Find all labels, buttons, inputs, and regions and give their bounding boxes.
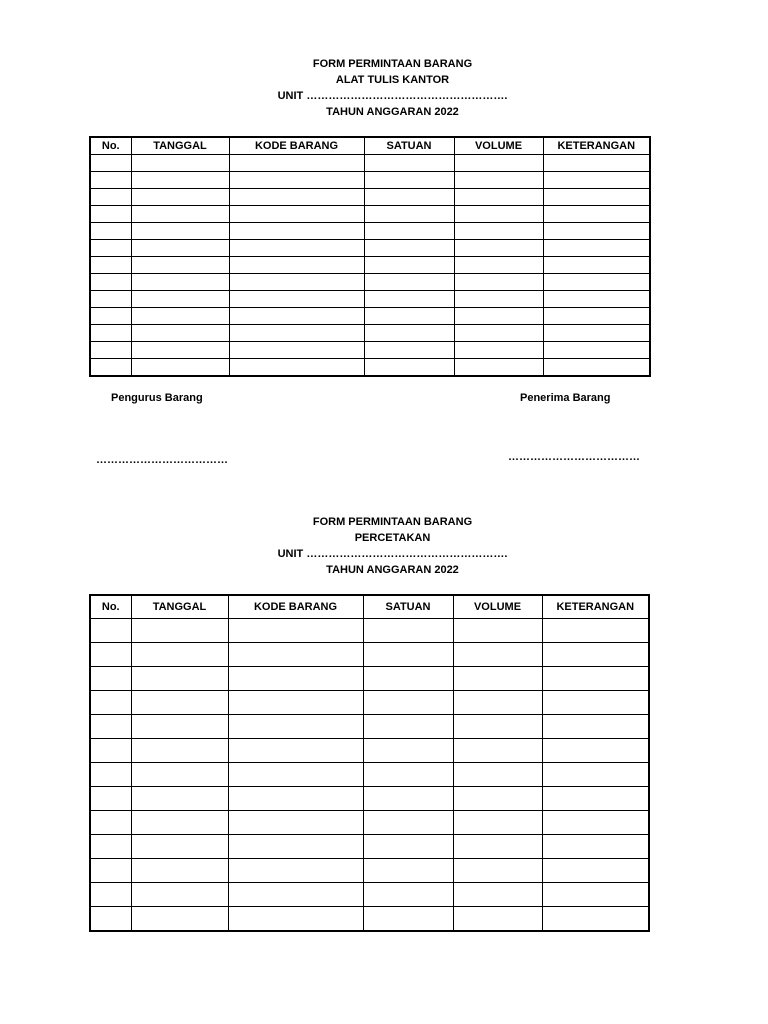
cell-volume[interactable]: [454, 308, 543, 325]
col-keterangan-header: KETERANGAN: [543, 137, 650, 155]
cell-tanggal[interactable]: [131, 883, 228, 907]
cell-tanggal[interactable]: [131, 907, 228, 932]
cell-satuan[interactable]: [364, 308, 454, 325]
cell-satuan[interactable]: [363, 739, 453, 763]
col-keterangan-header: KETERANGAN: [542, 595, 649, 619]
cell-satuan[interactable]: [363, 787, 453, 811]
cell-satuan[interactable]: [364, 274, 454, 291]
cell-keterangan[interactable]: [542, 739, 649, 763]
table-row: [90, 859, 649, 883]
cell-satuan[interactable]: [364, 189, 454, 206]
cell-no[interactable]: [90, 291, 131, 308]
cell-kode-barang[interactable]: [229, 240, 364, 257]
cell-no[interactable]: [90, 907, 131, 932]
table-row: [90, 667, 649, 691]
cell-satuan[interactable]: [364, 342, 454, 359]
cell-kode-barang[interactable]: [229, 359, 364, 377]
table-row: [90, 715, 649, 739]
cell-volume[interactable]: [453, 883, 542, 907]
cell-keterangan[interactable]: [542, 715, 649, 739]
cell-tanggal[interactable]: [131, 787, 228, 811]
cell-satuan[interactable]: [363, 763, 453, 787]
table-row: [90, 643, 649, 667]
cell-kode-barang[interactable]: [228, 787, 363, 811]
form2-year: TAHUN ANGGARAN 2022: [326, 564, 459, 576]
col-no-header: No.: [90, 595, 131, 619]
cell-keterangan[interactable]: [542, 883, 649, 907]
col-volume-header: VOLUME: [454, 137, 543, 155]
cell-tanggal[interactable]: [131, 155, 229, 172]
col-satuan-header: SATUAN: [363, 595, 453, 619]
cell-keterangan[interactable]: [543, 359, 650, 377]
cell-volume[interactable]: [453, 739, 542, 763]
cell-keterangan[interactable]: [543, 342, 650, 359]
cell-volume[interactable]: [453, 859, 542, 883]
cell-kode-barang[interactable]: [228, 811, 363, 835]
cell-satuan[interactable]: [364, 359, 454, 377]
cell-volume[interactable]: [454, 155, 543, 172]
table-row: [90, 342, 650, 359]
cell-kode-barang[interactable]: [229, 274, 364, 291]
cell-volume[interactable]: [454, 325, 543, 342]
cell-tanggal[interactable]: [131, 359, 229, 377]
cell-no[interactable]: [90, 189, 131, 206]
cell-kode-barang[interactable]: [229, 325, 364, 342]
cell-keterangan[interactable]: [543, 274, 650, 291]
cell-satuan[interactable]: [363, 811, 453, 835]
cell-kode-barang[interactable]: [228, 715, 363, 739]
cell-satuan[interactable]: [363, 619, 453, 643]
cell-no[interactable]: [90, 739, 131, 763]
table-row: [90, 907, 649, 932]
cell-kode-barang[interactable]: [228, 643, 363, 667]
cell-kode-barang[interactable]: [229, 257, 364, 274]
table-row: [90, 155, 650, 172]
cell-tanggal[interactable]: [131, 206, 229, 223]
cell-volume[interactable]: [453, 715, 542, 739]
cell-kode-barang[interactable]: [228, 691, 363, 715]
form2-unit: UNIT ……………………………………………….: [277, 548, 508, 560]
cell-keterangan[interactable]: [542, 619, 649, 643]
cell-kode-barang[interactable]: [229, 206, 364, 223]
col-tanggal-header: TANGGAL: [131, 137, 229, 155]
col-tanggal-header: TANGGAL: [131, 595, 228, 619]
cell-keterangan[interactable]: [542, 835, 649, 859]
penerima-signature-line: ………………………………: [508, 451, 640, 463]
cell-no[interactable]: [90, 859, 131, 883]
cell-tanggal[interactable]: [131, 325, 229, 342]
cell-volume[interactable]: [453, 907, 542, 932]
cell-keterangan[interactable]: [543, 206, 650, 223]
cell-no[interactable]: [90, 223, 131, 240]
cell-no[interactable]: [90, 342, 131, 359]
table-row: [90, 223, 650, 240]
cell-satuan[interactable]: [364, 172, 454, 189]
cell-volume[interactable]: [454, 223, 543, 240]
form1-title: FORM PERMINTAAN BARANG: [312, 58, 473, 70]
cell-tanggal[interactable]: [131, 763, 228, 787]
col-kode-barang-header: KODE BARANG: [229, 137, 364, 155]
cell-keterangan[interactable]: [543, 308, 650, 325]
cell-kode-barang[interactable]: [228, 739, 363, 763]
cell-volume[interactable]: [453, 763, 542, 787]
cell-tanggal[interactable]: [131, 619, 228, 643]
cell-no[interactable]: [90, 308, 131, 325]
cell-no[interactable]: [90, 763, 131, 787]
table-row: [90, 883, 649, 907]
table-row: [90, 619, 649, 643]
cell-tanggal[interactable]: [131, 643, 228, 667]
cell-tanggal[interactable]: [131, 859, 228, 883]
cell-kode-barang[interactable]: [229, 172, 364, 189]
form1-table: [89, 136, 651, 377]
cell-satuan[interactable]: [364, 155, 454, 172]
cell-satuan[interactable]: [363, 907, 453, 932]
cell-volume[interactable]: [454, 206, 543, 223]
form1-year: TAHUN ANGGARAN 2022: [326, 106, 459, 118]
cell-kode-barang[interactable]: [229, 189, 364, 206]
form2-header-row: [90, 595, 649, 619]
cell-keterangan[interactable]: [542, 811, 649, 835]
table-row: [90, 172, 650, 189]
table-row: [90, 291, 650, 308]
cell-satuan[interactable]: [364, 206, 454, 223]
cell-tanggal[interactable]: [131, 172, 229, 189]
cell-volume[interactable]: [454, 342, 543, 359]
cell-no[interactable]: [90, 715, 131, 739]
cell-kode-barang[interactable]: [228, 835, 363, 859]
cell-satuan[interactable]: [364, 325, 454, 342]
cell-volume[interactable]: [454, 240, 543, 257]
col-satuan-header: SATUAN: [364, 137, 454, 155]
cell-tanggal[interactable]: [131, 274, 229, 291]
cell-tanggal[interactable]: [131, 223, 229, 240]
cell-tanggal[interactable]: [131, 257, 229, 274]
cell-satuan[interactable]: [364, 223, 454, 240]
cell-tanggal[interactable]: [131, 715, 228, 739]
pengurus-signature-line: ………………………………: [96, 454, 228, 466]
cell-satuan[interactable]: [364, 257, 454, 274]
cell-volume[interactable]: [453, 811, 542, 835]
form2-title: FORM PERMINTAAN BARANG: [312, 516, 473, 528]
cell-keterangan[interactable]: [542, 859, 649, 883]
cell-satuan[interactable]: [364, 240, 454, 257]
cell-volume[interactable]: [453, 643, 542, 667]
cell-kode-barang[interactable]: [229, 308, 364, 325]
form1-subtitle: ALAT TULIS KANTOR: [335, 74, 450, 86]
cell-kode-barang[interactable]: [229, 291, 364, 308]
cell-tanggal[interactable]: [131, 691, 228, 715]
cell-tanggal[interactable]: [131, 240, 229, 257]
cell-satuan[interactable]: [363, 883, 453, 907]
cell-tanggal[interactable]: [131, 835, 228, 859]
cell-keterangan[interactable]: [542, 643, 649, 667]
cell-satuan[interactable]: [363, 691, 453, 715]
cell-volume[interactable]: [453, 691, 542, 715]
cell-volume[interactable]: [453, 667, 542, 691]
cell-keterangan[interactable]: [542, 907, 649, 932]
cell-satuan[interactable]: [363, 715, 453, 739]
cell-kode-barang[interactable]: [229, 223, 364, 240]
table-row: [90, 308, 650, 325]
table-row: [90, 189, 650, 206]
cell-kode-barang[interactable]: [229, 342, 364, 359]
cell-kode-barang[interactable]: [229, 155, 364, 172]
cell-no[interactable]: [90, 811, 131, 835]
cell-satuan[interactable]: [363, 859, 453, 883]
cell-kode-barang[interactable]: [228, 883, 363, 907]
cell-satuan[interactable]: [363, 643, 453, 667]
cell-tanggal[interactable]: [131, 189, 229, 206]
cell-volume[interactable]: [454, 189, 543, 206]
cell-tanggal[interactable]: [131, 739, 228, 763]
cell-keterangan[interactable]: [543, 325, 650, 342]
cell-keterangan[interactable]: [543, 291, 650, 308]
cell-kode-barang[interactable]: [228, 763, 363, 787]
form2-heading: [0, 514, 768, 578]
form2-table-body: [90, 619, 649, 932]
cell-no[interactable]: [90, 643, 131, 667]
cell-tanggal[interactable]: [131, 811, 228, 835]
cell-keterangan[interactable]: [542, 691, 649, 715]
cell-tanggal[interactable]: [131, 308, 229, 325]
cell-kode-barang[interactable]: [228, 859, 363, 883]
cell-keterangan[interactable]: [543, 155, 650, 172]
table-row: [90, 257, 650, 274]
cell-satuan[interactable]: [363, 835, 453, 859]
col-kode-barang-header: KODE BARANG: [228, 595, 363, 619]
cell-volume[interactable]: [454, 359, 543, 377]
cell-volume[interactable]: [454, 172, 543, 189]
cell-keterangan[interactable]: [543, 223, 650, 240]
cell-no[interactable]: [90, 359, 131, 377]
table-row: [90, 763, 649, 787]
cell-no[interactable]: [90, 172, 131, 189]
cell-no[interactable]: [90, 787, 131, 811]
cell-keterangan[interactable]: [542, 787, 649, 811]
table-row: [90, 787, 649, 811]
col-no-header: No.: [90, 137, 131, 155]
table-row: [90, 739, 649, 763]
cell-volume[interactable]: [454, 274, 543, 291]
table-row: [90, 240, 650, 257]
cell-volume[interactable]: [454, 291, 543, 308]
cell-kode-barang[interactable]: [228, 619, 363, 643]
cell-keterangan[interactable]: [543, 257, 650, 274]
cell-tanggal[interactable]: [131, 291, 229, 308]
cell-no[interactable]: [90, 206, 131, 223]
cell-no[interactable]: [90, 257, 131, 274]
table-row: [90, 359, 650, 377]
table-row: [90, 835, 649, 859]
cell-satuan[interactable]: [364, 291, 454, 308]
cell-no[interactable]: [90, 667, 131, 691]
table-row: [90, 811, 649, 835]
form1-unit: UNIT ……………………………………………….: [277, 90, 508, 102]
cell-no[interactable]: [90, 240, 131, 257]
cell-no[interactable]: [90, 155, 131, 172]
cell-no[interactable]: [90, 619, 131, 643]
form2-subtitle: PERCETAKAN: [354, 532, 431, 544]
form1-header-row: [90, 137, 650, 155]
cell-keterangan[interactable]: [542, 667, 649, 691]
table-row: [90, 691, 649, 715]
cell-tanggal[interactable]: [131, 667, 228, 691]
cell-keterangan[interactable]: [543, 240, 650, 257]
cell-no[interactable]: [90, 883, 131, 907]
cell-no[interactable]: [90, 325, 131, 342]
cell-volume[interactable]: [454, 257, 543, 274]
form2-table: [89, 594, 650, 932]
cell-kode-barang[interactable]: [228, 667, 363, 691]
cell-no[interactable]: [90, 835, 131, 859]
table-row: [90, 274, 650, 291]
form1-heading: [0, 56, 768, 120]
col-volume-header: VOLUME: [453, 595, 542, 619]
pengurus-barang-label: Pengurus Barang: [111, 392, 203, 404]
cell-no[interactable]: [90, 274, 131, 291]
cell-volume[interactable]: [453, 835, 542, 859]
cell-satuan[interactable]: [363, 667, 453, 691]
cell-volume[interactable]: [453, 619, 542, 643]
cell-keterangan[interactable]: [543, 172, 650, 189]
cell-volume[interactable]: [453, 787, 542, 811]
cell-keterangan[interactable]: [542, 763, 649, 787]
penerima-barang-label: Penerima Barang: [520, 392, 611, 404]
cell-tanggal[interactable]: [131, 342, 229, 359]
table-row: [90, 325, 650, 342]
table-row: [90, 206, 650, 223]
form1-table-body: [90, 155, 650, 377]
cell-keterangan[interactable]: [543, 189, 650, 206]
cell-kode-barang[interactable]: [228, 907, 363, 932]
cell-no[interactable]: [90, 691, 131, 715]
